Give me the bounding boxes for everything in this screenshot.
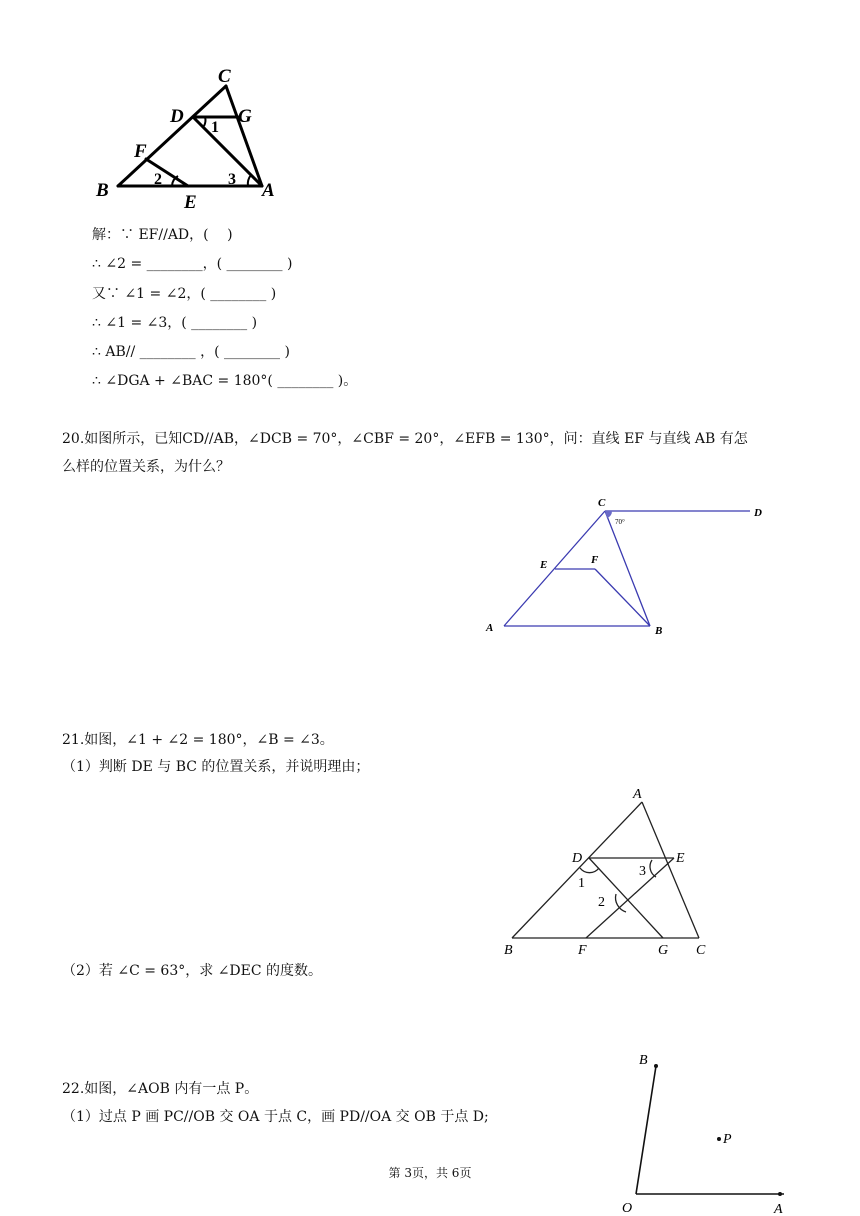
q19-point-B: B — [96, 180, 109, 201]
q21-point-G: G — [658, 943, 669, 958]
q22-part1: （1）过点 P 画 PC//OB 交 OA 于点 C，画 PD//OA 交 OB 于点 D; — [62, 1109, 489, 1125]
q21-part2: （2）若 ∠C = 63°，求 ∠DEC 的度数。 — [62, 963, 323, 979]
q19-point-F: F — [134, 141, 147, 162]
q20-point-F: F — [591, 554, 599, 566]
q21-point-D: D — [572, 851, 583, 866]
q19-point-E: E — [184, 192, 197, 212]
q19-point-D: D — [170, 106, 184, 127]
page-footer: 第 3页，共 6页 — [388, 1166, 472, 1180]
q20-angle-70: 70° — [615, 518, 625, 526]
q19-point-A: A — [262, 180, 275, 201]
q19-angle-3: 3 — [228, 171, 236, 188]
q21-point-E: E — [676, 851, 685, 866]
q20-figure — [480, 492, 780, 652]
q22-figure — [612, 1046, 812, 1216]
q19-step-1: 解：∵ EF//AD，( ) — [92, 227, 233, 243]
q22-point-O: O — [622, 1201, 633, 1216]
q22-intro: 22.如图，∠AOB 内有一点 P。 — [62, 1081, 259, 1097]
q21-point-C: C — [696, 943, 706, 958]
q20-point-E: E — [540, 559, 548, 571]
q21-figure — [496, 782, 726, 962]
q21-angle-3: 3 — [639, 864, 646, 879]
q19-step-4: ∴ ∠1 = ∠3，( ________ ) — [92, 315, 258, 331]
q20-point-C: C — [598, 497, 606, 509]
q21-intro: 21.如图，∠1 + ∠2 = 180°，∠B = ∠3。 — [62, 732, 334, 748]
q19-angle-1: 1 — [211, 119, 219, 136]
q19-step-5: ∴ AB// ________ ，( ________ ) — [92, 344, 290, 360]
q20-point-B: B — [655, 625, 663, 637]
q20-point-A: A — [486, 622, 494, 634]
q19-step-2: ∴ ∠2 = ________，( ________ ) — [92, 256, 293, 272]
q19-point-C: C — [218, 66, 231, 87]
q21-point-B: B — [504, 943, 513, 958]
q22-point-B: B — [639, 1053, 648, 1068]
q21-angle-2: 2 — [598, 895, 605, 910]
q21-point-A: A — [633, 787, 642, 802]
q19-angle-2: 2 — [154, 171, 162, 188]
q19-step-3: 又∵ ∠1 = ∠2，( ________ ) — [92, 286, 277, 302]
q21-angle-1: 1 — [578, 876, 585, 891]
q22-point-A: A — [774, 1202, 783, 1216]
q19-point-G: G — [238, 106, 252, 127]
q22-point-P: P — [723, 1132, 732, 1147]
q20-text-line1: 20.如图所示，已知CD//AB，∠DCB = 70°，∠CBF = 20°，∠EFB = 130°，问：直线 EF 与直线 AB 有怎 — [62, 431, 748, 447]
q21-point-F: F — [578, 943, 587, 958]
q21-part1: （1）判断 DE 与 BC 的位置关系，并说明理由； — [62, 759, 370, 775]
q19-figure — [90, 62, 290, 212]
q19-step-6: ∴ ∠DGA + ∠BAC = 180°( ________ )。 — [92, 373, 358, 389]
q20-text-line2: 么样的位置关系，为什么？ — [62, 459, 230, 475]
q20-point-D: D — [754, 507, 762, 519]
